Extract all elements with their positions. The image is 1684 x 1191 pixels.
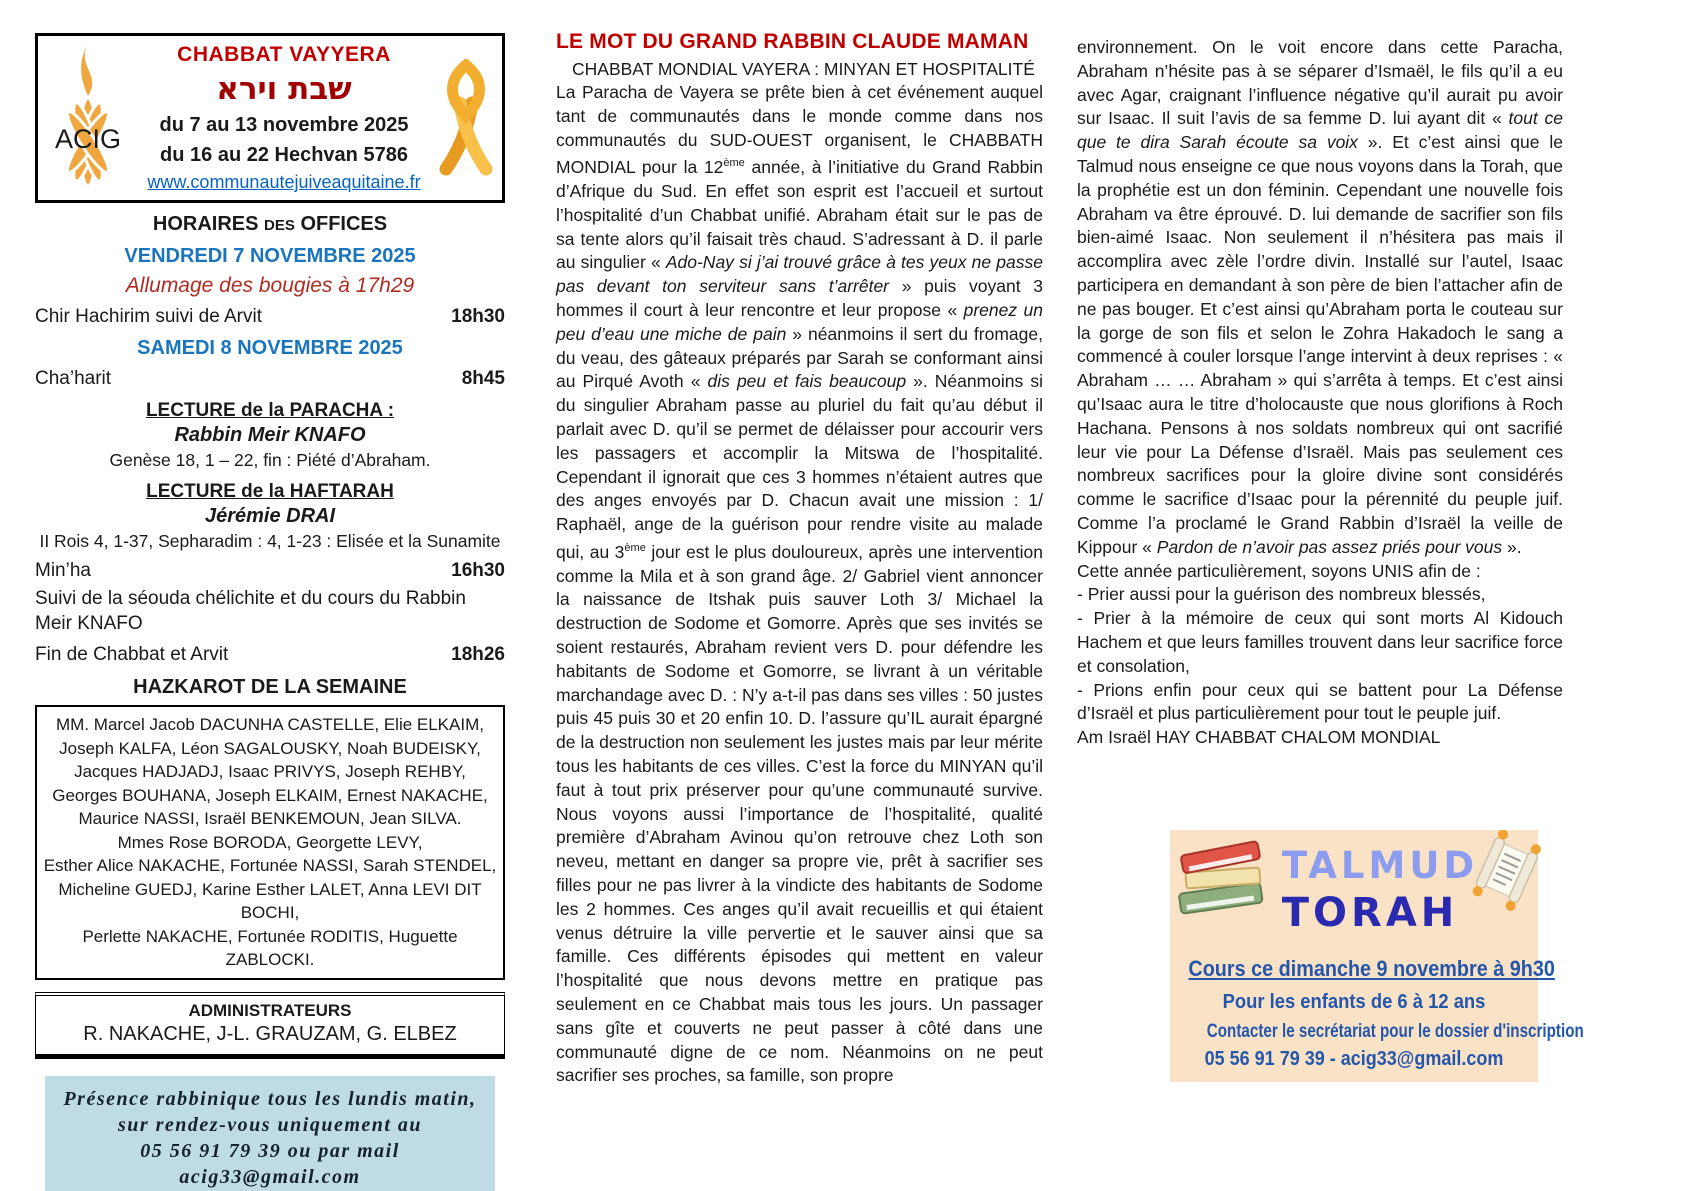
hazkarot-names-box [35,705,505,980]
closing-line: - Prier à la mémoire de ceux qui sont morts Al Kidouch Hachem et que leurs familles trouvent dans leur sacrifice force et consolation, [1077,608,1563,676]
masthead-text [134,43,434,193]
service-time: 8h45 [461,368,505,389]
hazkarot-heading: HAZKAROT DE LA SEMAINE [133,676,407,698]
presence-rabbinique-box [45,1076,495,1191]
flame-icon [81,44,92,96]
presence-line: Présence rabbinique tous les lundis matin, [63,1087,477,1110]
schedule-row-chir [35,306,505,328]
closing-blessing: Am Israël HAY CHABBAT CHALOM MONDIAL [1077,727,1441,748]
service-label: Cha’harit [35,368,112,389]
flyer-title-talmud: TALMUD [1281,844,1479,887]
closing-line: Cette année particulièrement, soyons UNIS afin de : [1077,560,1481,581]
presence-line: 05 56 91 79 39 ou par mail [140,1139,400,1162]
schedule-row-chaharit [35,368,505,390]
quoted-phrase: dis peu et fais beaucoup [707,371,907,392]
acig-logo [42,42,134,194]
rabbi-word-column-1 [556,30,1043,1088]
service-label: Chir Hachirim suivi de Arvit [35,306,262,327]
quoted-phrase: Pardon de n’avoir pas assez priés pour vous [1156,536,1503,557]
hazkarot-line: Perlette NAKACHE, Fortunée RODITIS, Huguette ZABLOCKI. [82,926,458,969]
presence-line: sur rendez-vous uniquement au [117,1113,423,1136]
hazkarot-line: Micheline GUEDJ, Karine Esther LALET, Anna LEVI DIT BOCHI, [58,879,482,922]
quoted-phrase: prenez un peu d’eau une miche de pain [556,300,1044,344]
schedule-row-fin-chabbat [35,644,505,666]
haftarah-heading: LECTURE de la HAFTARAH [146,481,394,502]
seouda-note: Suivi de la séouda chélichite et du cours du Rabbin Meir KNAFO [35,588,466,634]
administrateurs-box [35,992,505,1059]
left-column [35,33,505,1191]
saturday-heading: SAMEDI 8 NOVEMBRE 2025 [137,337,403,359]
paracha-reference: Genèse 18, 1 – 22, fin : Piété d’Abraham. [109,450,431,470]
service-time: 18h30 [451,306,505,327]
hazkarot-line: Jacques HADJADJ, Isaac PRIVYS, Joseph REHBY, [74,762,466,781]
haftarah-reader: Jérémie DRAI [204,505,336,527]
rabbi-word-title: LE MOT DU GRAND RABBIN CLAUDE MAMAN [556,30,1029,53]
gregorian-dates: du 7 au 13 novembre 2025 [159,114,409,136]
friday-heading: VENDREDI 7 NOVEMBRE 2025 [124,245,416,267]
flyer-title-torah: TORAH [1281,890,1459,936]
schedule-row-minha [35,560,505,582]
rabbi-word-subtitle: CHABBAT MONDIAL VAYERA : MINYAN ET HOSPITALITÉ [572,59,1035,79]
administrateurs-heading: ADMINISTRATEURS [188,1000,352,1020]
flyer-contact-line: Contacter le secrétariat pour le dossier d'inscription [1206,1021,1584,1042]
rabbi-word-text-col2: environnement. On le voit encore dans cette Paracha, Abraham n’hésite pas à se séparer d’Ismaël, le fils qu’il a eu avec Agar, craignant l’influence négative qu’il aurait pu avoir sur Isaac. Il suit l’avis de sa femme D. lui ayant dit « tout ce que te dira Sarah écoute sa voix ». Et c’est ainsi que le Talmud nous enseigne ce que nous voyons dans la Torah, que la prophétie est un don féminin. Cependant une nouvelle fois Abraham va être éprouvé. D. lui demande de sacrifier son fils bien-aimé Isaac. Non seulement il n’hésitera pas mais il accomplira avec zèle l’ordre divin. Installé sur l’autel, Isaac participera en demandant à son père de bien l’attacher afin de ne pas bouger. Et c’est ainsi qu’Abraham porta le couteau sur la gorge de son fils et selon le Zohra Hakadoch le sang a commencé à couler lorsque l’ange intervint à deux reprises : « Abraham … … Abraham » qui s’arrêta à temps. Et c’est ainsi qu’Isaac aura le titre d’holocauste que nous glorifions à Roch Hachana. Pensons à nos soldats nombreux qui ont sacrifié leur vie pour La Défense d’Israël. Mais pas seulement ces nombreux sacrifices pour la gloire divine sont considérés comme le sacrifice d’Isaac pour la pérennité du peuple juif. Comme l’a proclamé le Grand Rabbin d’Israël la veille de Kippour « Pardon de n’avoir pas assez priés pour vous ». [1077,37,1563,557]
talmud-torah-flyer [1170,830,1584,1082]
service-label: Min’ha [35,560,91,581]
paracha-reader: Rabbin Meir KNAFO [174,424,366,446]
service-time: 16h30 [451,560,505,581]
offices-heading: HORAIRES DES OFFICES [152,213,388,235]
candle-lighting-time: Allumage des bougies à 17h29 [125,274,415,297]
newsletter-title: CHABBAT VAYYERA [177,43,391,66]
service-time: 18h26 [451,644,505,665]
hazkarot-line: Esther Alice NAKACHE, Fortunée NASSI, Sarah STENDEL, [43,856,497,875]
flyer-ages-line: Pour les enfants de 6 à 12 ans [1222,991,1486,1013]
presence-email: acig33@gmail.com [179,1165,361,1188]
hebrew-title: שבת וירא [216,71,352,107]
hazkarot-line: Joseph KALFA, Léon SAGALOUSKY, Noah BUDEISKY, [59,738,481,758]
service-label: Fin de Chabbat et Arvit [35,644,229,665]
administrateurs-names: R. NAKACHE, J-L. GRAUZAM, G. ELBEZ [83,1022,457,1045]
closing-line: - Prions enfin pour ceux qui se battent pour La Défense d’Israël et plus particulièrement pour tout le peuple juif. [1077,679,1563,724]
hazkarot-line: MM. Marcel Jacob DACUNHA CASTELLE, Elie ELKAIM, [56,715,484,734]
hazkarot-line: Maurice NASSI, Israël BENKEMOUN, Jean SILVA. [78,809,462,828]
torah-scroll-icon [1470,830,1542,914]
haftarah-reference: II Rois 4, 1-37, Sepharadim : 4, 1-23 : Elisée et la Sunamite [39,531,501,551]
flyer-phone-email-line: 05 56 91 79 39 - acig33@gmail.com [1204,1048,1504,1070]
paracha-heading: LECTURE de la PARACHA : [145,400,395,421]
closing-line: - Prier aussi pour la guérison des nombreux blessés, [1077,584,1486,605]
hebrew-dates: du 16 au 22 Hechvan 5786 [160,144,408,166]
hazkarot-line: Mmes Rose BORODA, Georgette LEVY, [117,832,423,852]
rabbi-word-text-col1: La Paracha de Vayera se prête bien à cet événement auquel tant de communautés dans le monde comme dans nos communautés du SUD-OUEST organisent, le CHABBATH MONDIAL pour la 12ème année, à l’initiative du Grand Rabbin d’Afrique du Sud. En effet son esprit est l’accueil et surtout l’hospitalité d’un Chabbat unifié. Abraham était sur le pas de sa tente alors qu’il faisait très chaud. S’adressant à D. il parle au singulier « Ado-Nay si j’ai trouvé grâce à tes yeux ne passe pas devant ton serviteur sans t’arrêter » puis voyant 3 hommes il court à leur rencontre et leur propose « prenez un peu d’eau une miche de pain » néanmoins il sert du fromage, du veau, des gâteaux préparés par Sarah se conformant ainsi au Pirqué Avoth « dis peu et fais beaucoup ». Néanmoins si du singulier Abraham passe au pluriel du fait qu’au début il parlait avec D. qu’il se permet de délaisser pour accourir vers les passagers et accomplir la Mitswa de l’hospitalité. Cependant il ignorait que ces 3 hommes n’étaient autres que des anges envoyés par D. Chacun avait une mission : 1/ Raphaël, ange de la guérison pour rendre visite au malade qui, au 3ème jour est le plus douloureux, après une intervention comme la Mila et à son grand âge. 2/ Gabriel vient annoncer la naissance de Itshak puis sauver Loth 3/ Michael la destruction de Sodome et Gomorre. Après que ses invités se soient restaurés, Abraham revient vers D. pour défendre les habitants de Sodome et Gomorre, se livrant à un véritable marchandage avec D. : N’y a-t-il pas dans ses villes : 50 justes puis 45 puis 30 et 20 enfin 10. D. l’assure qu’IL aurait épargné de la destruction non seulement les justes mais par leur mérite tous les habitants de ces villes. C’est la force du MINYAN qu’il faut à tout prix préserver pour qu’une communauté survive. Nous voyons aussi l’importance de l’hospitalité, qualité première d’Abraham Avinou qu’on retrouve chez Loth son neveu, mettant en danger sa propre vie, prêt à sacrifier ses filles pour ne pas livrer à la vindicte des habitants de Sodome les 2 hommes. Ces anges qu’il avait recueillis et qui étaient venus détruire la ville pervertie et le sauver ainsi que sa famille. Ces différents épisodes qui mettent en valeur l’hospitalité que nous devons mettre en pratique pas seulement en ce Chabbat mais tous les jours. Un passager sans gîte et couverts ne peut passer à côté dans une communauté digne de ce nom. Néanmoins on ne peut sacrifier ses proches, sa famille, son propre [556,82,1044,1086]
masthead [35,33,505,203]
quoted-phrase: Ado-Nay si j’ai trouvé grâce à tes yeux ne passe pas devant ton serviteur sans t’arrêter [556,252,1043,297]
rabbi-word-column-2 [1077,36,1563,750]
flyer-details [1170,956,1584,1071]
flyer-course-line: Cours ce dimanche 9 novembre à 9h30 [1188,956,1555,981]
community-website-link[interactable]: www.communautejuiveaquitaine.fr [147,172,421,192]
acig-logo-text: ACIG [54,124,122,154]
hazkarot-line: Georges BOUHANA, Joseph ELKAIM, Ernest NAKACHE, [52,785,488,805]
yellow-ribbon-icon [434,59,498,177]
quoted-phrase: tout ce que te dira Sarah écoute sa voix [1077,108,1563,153]
